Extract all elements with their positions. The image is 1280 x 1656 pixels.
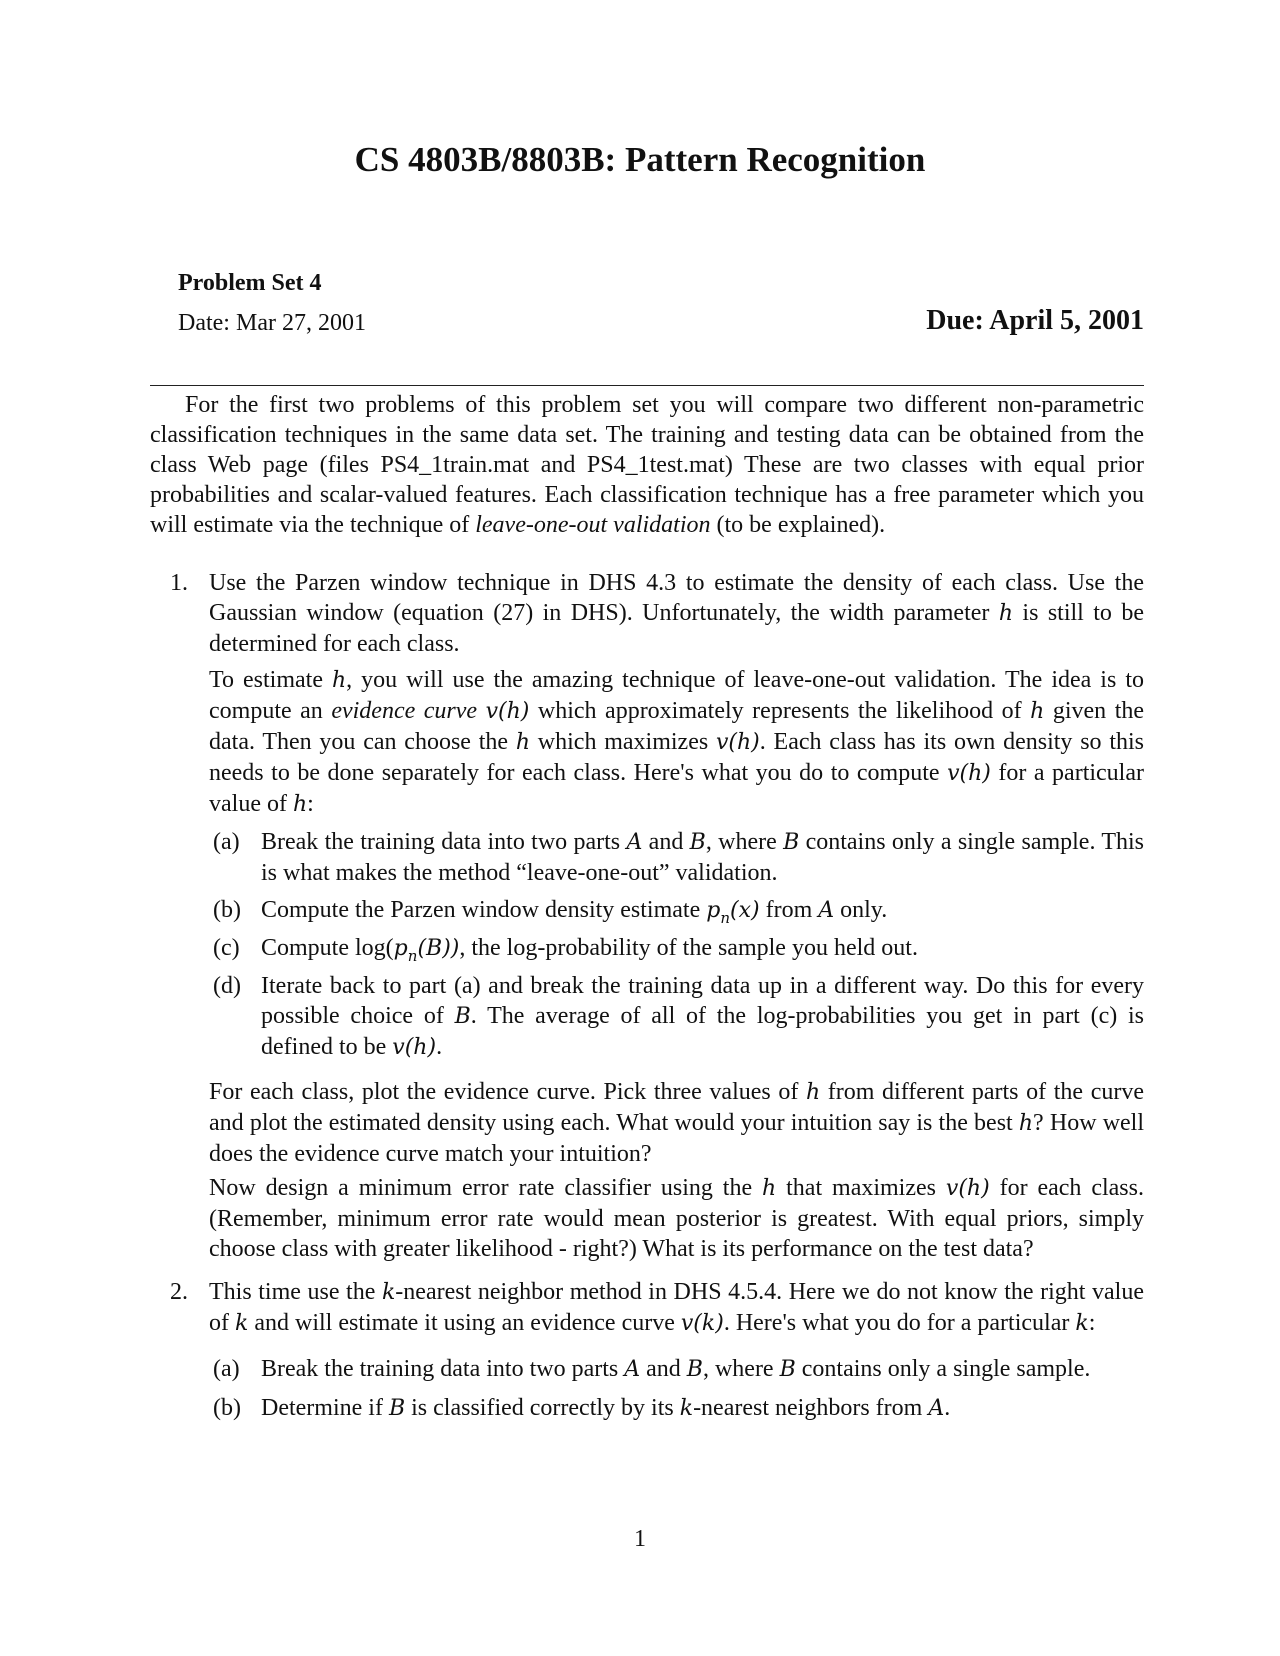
problem-2-statement: This time use the k-nearest neighbor method in DHS 4.5.4. Here we do not know the right value of k and will estimate it using an evidence curve v(k). Here's what you do for a particular k: bbox=[209, 1279, 1144, 1336]
emphasis-leave-one-out: leave-one-out validation bbox=[475, 512, 711, 538]
issue-date: Date: Mar 27, 2001 bbox=[178, 310, 366, 336]
header-divider bbox=[150, 385, 1144, 386]
page-number: 1 bbox=[634, 1526, 646, 1552]
problem-2-step-a-label: (a) bbox=[213, 1356, 240, 1382]
problem-1-statement: Use the Parzen window technique in DHS 4.3 to estimate the density of each class. Use the Gaussian window (equation (27) in DHS). Unfortunately, the width parameter h is still to be determined for each class. bbox=[209, 570, 1145, 657]
problem-2-step-a: Break the training data into two parts A and B, where B contains only a single sample. bbox=[261, 1356, 1091, 1382]
problem-1-method-paragraph: To estimate h, you will use the amazing technique of leave-one-out validation. The idea is to compute an evidence curve v(h) which approximately represents the likelihood of h given the data. Then you can choose the h which maximizes v(h). Each class has its own density so this needs to be done separately for each class. Here's what you do to compute v(h) for a particular value of h: bbox=[209, 667, 1145, 817]
problem-1-step-d: Iterate back to part (a) and break the training data up in a different way. Do this for every possible choice of B. The average of all of the log-probabilities you get in part (c) is defined to be v(h). bbox=[261, 973, 1144, 1060]
problem-1-step-a: Break the training data into two parts A and B, where B contains only a single sample. This is what makes the method “leave-one-out” validation. bbox=[261, 829, 1145, 886]
problem-1-step-a-label: (a) bbox=[213, 829, 240, 855]
problem-set-label: Problem Set 4 bbox=[178, 270, 322, 296]
due-date: Due: April 5, 2001 bbox=[926, 305, 1144, 336]
problem-1-step-b-label: (b) bbox=[213, 897, 241, 923]
problem-1-step-c-label: (c) bbox=[213, 935, 240, 961]
problem-1-plot-paragraph: For each class, plot the evidence curve. Pick three values of h from different parts of the curve and plot the estimated density using each. What would your intuition say is the best h? How well does the evidence curve match your intuition? bbox=[209, 1079, 1145, 1167]
problem-2-number: 2. bbox=[170, 1279, 188, 1305]
problem-1-step-c: Compute $\log(p_n(B))$, the log-probability of the sample you held out. bbox=[261, 935, 918, 965]
problem-1-step-b: Compute the Parzen window density estimate $p_n(x)$ from A only. bbox=[261, 897, 888, 927]
page-title: CS 4803B/8803B: Pattern Recognition bbox=[354, 140, 926, 179]
problem-2-step-b-label: (b) bbox=[213, 1395, 241, 1421]
problem-1-classifier-paragraph: Now design a minimum error rate classifier using the h that maximizes v(h) for each class. (Remember, minimum error rate would mean posterior is greatest. With equal priors, simply choose class with greater likelihood - right?) What is its performance on the test data? bbox=[209, 1175, 1144, 1262]
problem-1-step-d-label: (d) bbox=[213, 973, 241, 999]
problem-1-number: 1. bbox=[170, 570, 188, 596]
problem-2-step-b: Determine if B is classified correctly by its k-nearest neighbors from A. bbox=[261, 1395, 951, 1421]
intro-paragraph: For the first two problems of this problem set you will compare two different non-parametric classification techniques in the same data set. The training and testing data can be obtained from the class Web page (files PS4_1train.mat and PS4_1test.mat) These are two classes with equal prior probabilities and scalar-valued features. Each classification technique has a free parameter which you will estimate via the technique of leave-one-out validation (to be explained). bbox=[150, 392, 1144, 538]
